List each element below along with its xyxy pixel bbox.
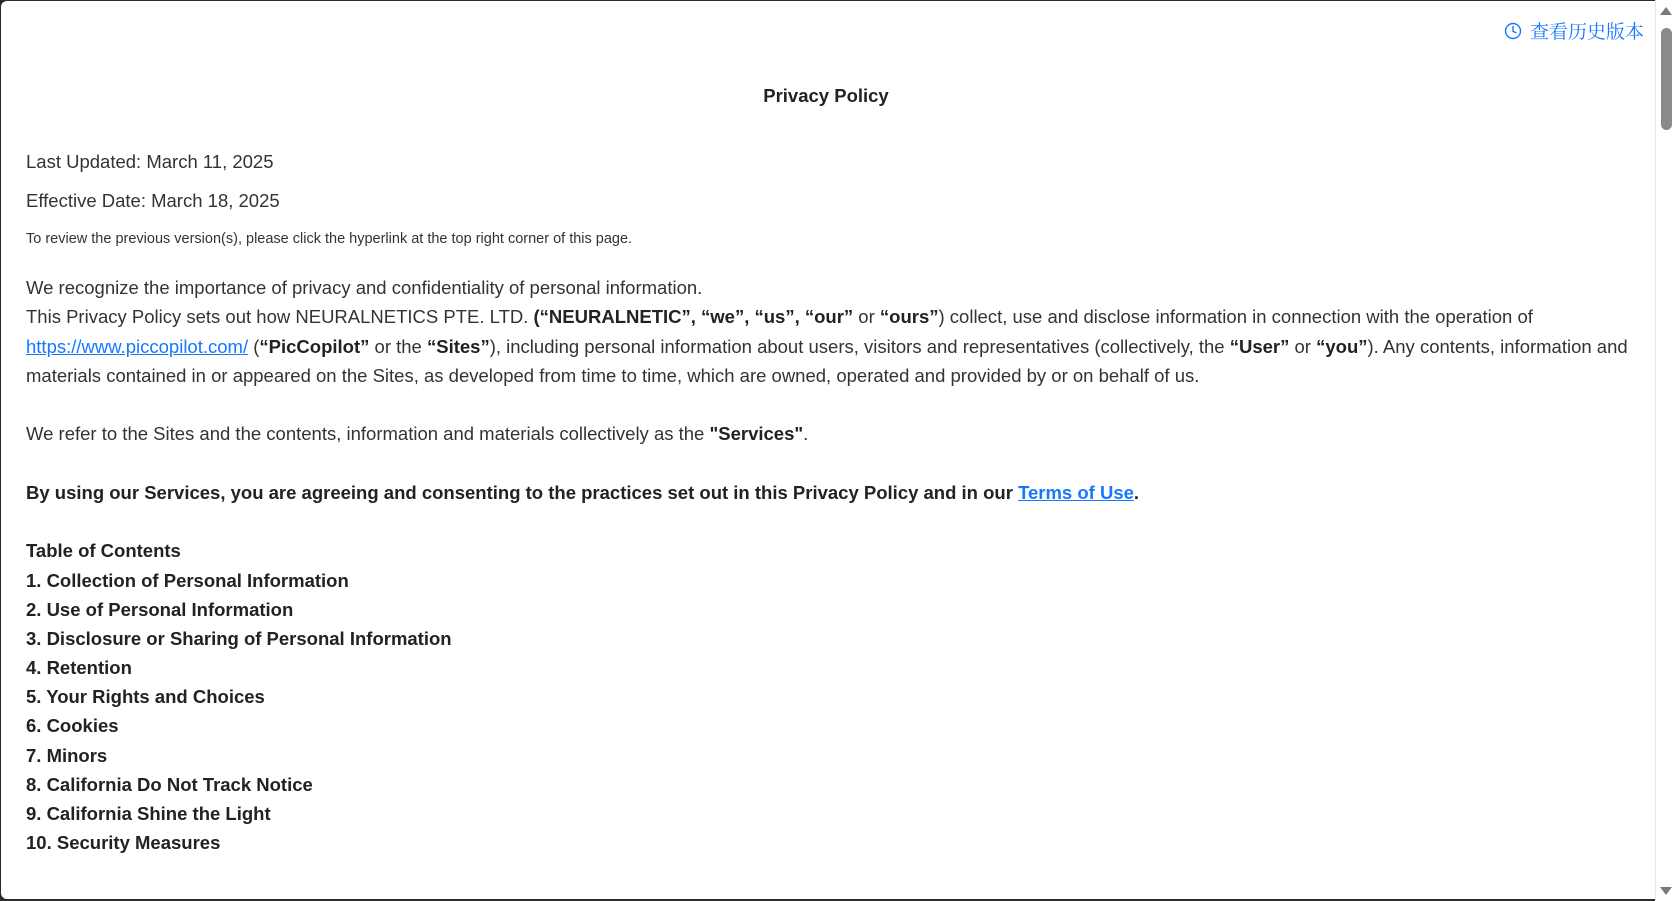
defined-term-you: “you” (1316, 336, 1368, 357)
defined-term-user: “User” (1229, 336, 1290, 357)
intro-text: or the (369, 336, 427, 357)
services-text: We refer to the Sites and the contents, information and materials collectively as the (26, 423, 710, 444)
toc-item[interactable]: 1. Collection of Personal Information (26, 570, 349, 591)
agreement-text: By using our Services, you are agreeing and consenting to the practices set out in this Privacy Policy and in our (26, 482, 1019, 503)
agreement-paragraph (26, 482, 1139, 504)
intro-line-1 (26, 306, 1533, 328)
effective-date: Effective Date: March 18, 2025 (26, 190, 280, 211)
toc-item[interactable]: 5. Your Rights and Choices (26, 686, 265, 707)
intro-line-3: materials contained in or appeared on the Sites, as developed from time to time, which are owned, operated and provided by or on behalf of us. (26, 365, 1200, 386)
intro-text: ), including personal information about users, visitors and representatives (collectively, the (489, 336, 1230, 357)
toc-item[interactable]: 10. Security Measures (26, 832, 221, 853)
scroll-thumb[interactable] (1661, 28, 1672, 130)
toc-item[interactable]: 2. Use of Personal Information (26, 599, 294, 620)
defined-terms-we: (“NEURALNETIC”, “we”, “us”, “our” (533, 306, 854, 327)
review-note: To review the previous version(s), please click the hyperlink at the top right corner of this page. (26, 231, 633, 247)
intro-text: ) collect, use and disclose information in connection with the operation of (938, 306, 1533, 327)
toc-item[interactable]: 4. Retention (26, 657, 132, 678)
agreement-text: . (1133, 482, 1140, 503)
defined-term-services: "Services" (709, 423, 804, 444)
vertical-scrollbar[interactable] (1655, 0, 1675, 901)
last-updated: Last Updated: March 11, 2025 (26, 151, 274, 172)
toc-item[interactable]: 9. California Shine the Light (26, 803, 271, 824)
piccopilot-url-link[interactable]: https://www.piccopilot.com/ (26, 336, 249, 357)
view-history-label[interactable]: 查看历史版本 (1529, 22, 1644, 43)
intro-text: ( (248, 336, 260, 357)
recognize-paragraph: We recognize the importance of privacy and confidentiality of personal information. (26, 277, 703, 298)
intro-text: or (853, 306, 880, 327)
defined-term-ours: “ours” (879, 306, 939, 327)
services-text: . (803, 423, 809, 444)
defined-term-piccopilot: “PicCopilot” (259, 336, 370, 357)
intro-text: This Privacy Policy sets out how NEURALNETICS PTE. LTD. (26, 306, 534, 327)
intro-line-2 (26, 336, 1628, 358)
scroll-down-arrow-icon[interactable] (1660, 887, 1672, 895)
policy-window (1, 1, 1656, 899)
clock-icon (1504, 22, 1522, 40)
toc-item[interactable]: 6. Cookies (26, 715, 119, 736)
intro-text: or (1289, 336, 1317, 357)
view-history-link[interactable] (1504, 17, 1644, 44)
intro-text: ). Any contents, information and (1367, 336, 1628, 357)
toc-item[interactable]: 3. Disclosure or Sharing of Personal Information (26, 628, 452, 649)
services-paragraph (26, 423, 808, 445)
terms-of-use-link[interactable]: Terms of Use (1018, 482, 1134, 503)
page-title: Privacy Policy (763, 85, 889, 106)
toc-item[interactable]: 8. California Do Not Track Notice (26, 774, 313, 795)
defined-term-sites: “Sites” (426, 336, 490, 357)
toc-item[interactable]: 7. Minors (26, 745, 108, 766)
toc-title: Table of Contents (26, 540, 181, 561)
scroll-up-arrow-icon[interactable] (1660, 7, 1672, 15)
